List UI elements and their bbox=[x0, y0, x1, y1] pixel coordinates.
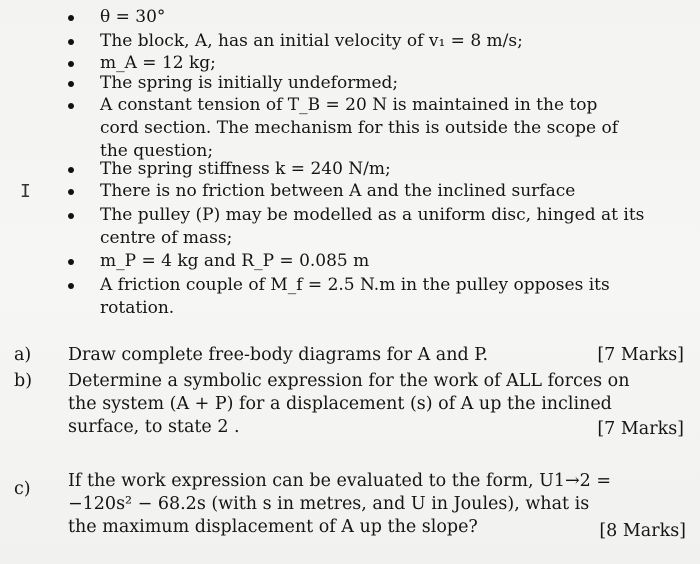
bullet-icon bbox=[68, 189, 74, 195]
bullet-text: The spring stiffness k = 240 N/m; bbox=[100, 159, 391, 179]
bullet-icon bbox=[68, 61, 74, 67]
question-c bbox=[0, 470, 700, 564]
bullet-text: The spring is initially undeformed; bbox=[100, 73, 399, 93]
list-item bbox=[100, 250, 680, 273]
marks-badge: [8 Marks] bbox=[599, 521, 686, 541]
question-text: If the work expression can be evaluated to the form, U1→2 = −120s² − 68.2s (with s in metres, and U in Joules), what is the maximum displacement of A up the slope? bbox=[68, 471, 611, 537]
question-text: Determine a symbolic expression for the work of ALL forces on the system (A + P) for a displacement (s) of A up the inclined surface, to state 2 . bbox=[68, 371, 630, 437]
marks-badge: [7 Marks] bbox=[597, 345, 684, 365]
bullet-icon bbox=[68, 167, 74, 173]
bullet-icon bbox=[68, 103, 74, 109]
bullet-text: m_A = 12 kg; bbox=[100, 53, 216, 73]
list-item bbox=[100, 94, 640, 163]
question-label: c) bbox=[14, 479, 31, 499]
bullet-text: θ = 30° bbox=[100, 7, 166, 27]
bullet-icon bbox=[68, 283, 74, 289]
bullet-icon bbox=[68, 15, 74, 21]
bullet-icon bbox=[68, 39, 74, 45]
list-item bbox=[100, 30, 680, 53]
bullet-icon bbox=[68, 81, 74, 87]
list-item bbox=[100, 158, 680, 181]
bullet-text: A friction couple of M_f = 2.5 N.m in the pulley opposes its rotation. bbox=[100, 275, 610, 318]
text-cursor-icon: I bbox=[20, 181, 31, 202]
bullet-text: The pulley (P) may be modelled as a uniform disc, hinged at its centre of mass; bbox=[100, 205, 645, 248]
question-a bbox=[0, 344, 700, 368]
list-item bbox=[100, 204, 660, 250]
marks-badge: [7 Marks] bbox=[597, 419, 684, 439]
list-item bbox=[100, 6, 680, 29]
question-b bbox=[0, 370, 700, 466]
list-item bbox=[100, 72, 680, 95]
question-text: Draw complete free-body diagrams for A and P. bbox=[68, 345, 489, 365]
question-label: a) bbox=[14, 345, 32, 365]
list-item bbox=[100, 274, 640, 320]
bullet-text: m_P = 4 kg and R_P = 0.085 m bbox=[100, 251, 370, 271]
question-label: b) bbox=[14, 371, 33, 391]
list-item bbox=[100, 180, 680, 203]
bullet-icon bbox=[68, 213, 74, 219]
bullet-text: The block, A, has an initial velocity of v₁ = 8 m/s; bbox=[100, 31, 523, 51]
bullet-text: A constant tension of T_B = 20 N is maintained in the top cord section. The mechanism for this is outside the scope of the question; bbox=[100, 95, 618, 161]
bullet-icon bbox=[68, 259, 74, 265]
bullet-text: There is no friction between A and the inclined surface bbox=[100, 181, 576, 201]
